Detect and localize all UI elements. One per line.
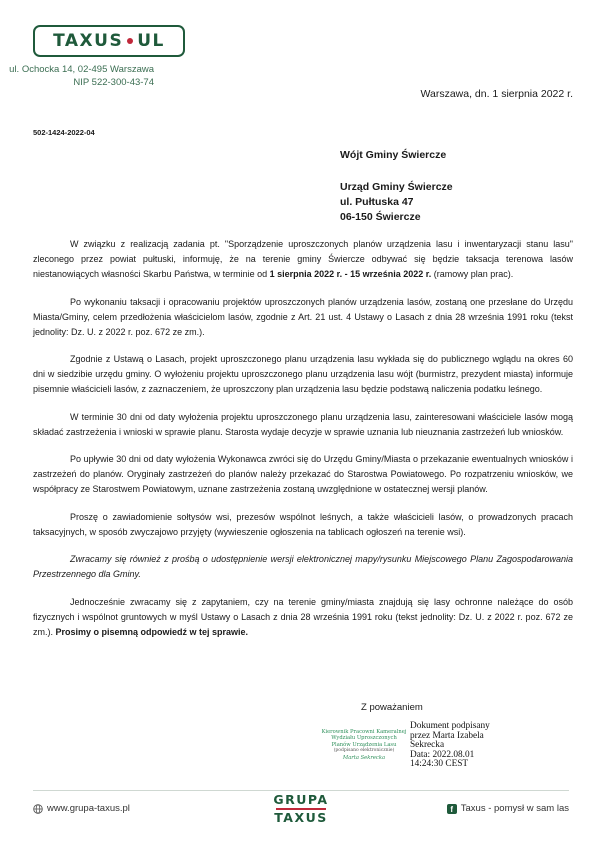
recipient-line3: ul. Pułtuska 47 [340,196,414,208]
footer-divider [33,790,569,791]
digisig-line3: Sekrecka [410,740,445,751]
recipient-address [340,180,453,225]
reference-number: 502-1424-2022-04 [33,128,95,137]
digisig-line5: 14:24:30 CEST [410,759,469,770]
globe-icon [33,804,43,814]
paragraph-8 [33,595,573,640]
facebook-icon: f [447,804,457,814]
digisig-line1: Dokument podpisany [410,721,490,731]
logo-text [53,31,165,51]
footer-website[interactable] [33,803,130,814]
logo-left: TAXUS [53,31,124,51]
stamp-line3: Planów Urządzenia Lasu [331,741,397,748]
recipient-line1: Wójt Gminy Świercze [340,149,447,161]
p1-text-a: W związku z realizacją zadania pt. "Sporządzenie uproszczonych planów urządzenia lasu i inwentaryzacji stanu lasu" zleconego przez powiat pułtuski, informuję, że na terenie gminy Świercze odbywać się będzie taksacja terenowa lasów niestanowiących własności Skarbu Państwa, w terminie od [33,239,573,279]
p1-text-c: (ramowy plan prac). [431,269,514,279]
paragraph-5: Po upływie 30 dni od daty wyłożenia Wykonawca zwróci się do Urzędu Gminy/Miasta o przekazanie ewentualnych wniosków i zastrzeżeń do planów. Oryginały zastrzeżeń do planów należy przekazać do Starostwa Powiatowego. Po rozpatrzeniu wniosków, we współpracy ze Starostwem Powiatowym, uznane zastrzeżenia zostaną uwzględnione w ostatecznej wersji planów. [33,454,573,494]
digital-signature [410,722,490,770]
paragraph-3: Zgodnie z Ustawą o Lasach, projekt uproszczonego planu urządzenia lasu wykłada się do publicznego wglądu na okres 60 dni w siedzibie urzędu gminy. O wyłożeniu projektu uproszczonego planu urządzenia lasu wójt (burmistrz, prezydent miasta) informuje pisemnie właścicieli lasów, z zaznaczeniem, że uproszczony plan urządzenia lasu będzie podstawą naliczenia podatku leśnego. [33,354,573,394]
logo-dot-icon [127,38,133,44]
paragraph-1 [33,237,573,282]
facebook-link[interactable]: Taxus - pomysł w sam las [460,803,569,814]
paragraph-2: Po wykonaniu taksacji i opracowaniu projektów uproszczonych planów urządzenia lasów, zostaną one przesłane do Urzędu Miasta/Gminy, celem przedłożenia właścicielom lasów, zgodnie z Art. 21 ust. 4 Ustawy o Lasach z dnia 28 września 1991 roku (tekst jednolity: Dz. U. z 2022 r. poz. 672 ze zm.). [33,296,573,337]
p8-request: Prosimy o pisemną odpowiedź w tej sprawie. [55,626,249,637]
recipient-title [340,148,446,163]
address-line2: NIP 522-300-43-74 [73,77,154,88]
website-link[interactable]: www.grupa-taxus.pl [47,803,130,814]
stamp-line2: Wydziału Uproszczonych [331,735,397,742]
recipient-line2: Urząd Gminy Świercze [340,181,453,193]
footer-logo-bottom: TAXUS [274,810,328,825]
digisig-line2: przez Marta Izabela [410,730,484,741]
paragraph-4: W terminie 30 dni od daty wyłożenia projektu uproszczonego planu urządzenia lasu, zainteresowani właściciele lasów mogą składać zastrzeżenia i wnioski w sprawie planu. Starosta wydaje decyzje w sprawie uznania lub nieuznania zastrzeżeń lub wniosków. [33,411,573,437]
digisig-line4: Data: 2022.08.01 [410,749,475,760]
footer-logo-top: GRUPA [273,792,329,807]
paragraph-6: Proszę o zawiadomienie sołtysów wsi, prezesów wspólnot leśnych, a także właścicieli lasów, o prowadzonych pracach taksacyjnych, w sposób zwyczajowo przyjęty (wywieszenie ogłoszenia na tablicach ogłoszeń na terenie wsi). [33,511,573,537]
stamp-line4: (podpisano elektronicznie) [333,748,395,754]
letter-body [33,237,573,652]
recipient-line4: 06-150 Świercze [340,211,421,223]
p1-dates: 1 sierpnia 2022 r. - 15 września 2022 r. [269,269,432,279]
company-logo [33,25,185,57]
footer-logo [264,793,338,825]
p8-text: Jednocześnie zwracamy się z zapytaniem, czy na terenie gminy/miasta znajdują się lasy ochronne należące do osób fizycznych i wspólnot gruntowych w myśl Ustawy o Lasach z dnia 28 września 1991 roku (tekst jednolity: Dz. U. z 2022 r. poz. 672 ze zm.). [33,596,573,637]
stamp-line5: Marta Sekrecka [342,754,386,761]
address-line1: ul. Ochocka 14, 02-495 Warszawa [9,64,154,75]
stamp-line1: Kierownik Pracowni Kameralnej [321,729,407,735]
paragraph-7: Zwracamy się również z prośbą o udostępnienie wersji elektronicznej mapy/rysunku Miejscowego Planu Zagospodarowania Przestrzennego dla Gminy. [33,554,573,579]
logo-right: UL [137,31,165,51]
letter-date: Warszawa, dn. 1 sierpnia 2022 r. [420,88,573,100]
signature-stamp [316,729,412,761]
footer-facebook[interactable] [447,803,569,814]
closing-regards: Z poważaniem [361,702,423,713]
